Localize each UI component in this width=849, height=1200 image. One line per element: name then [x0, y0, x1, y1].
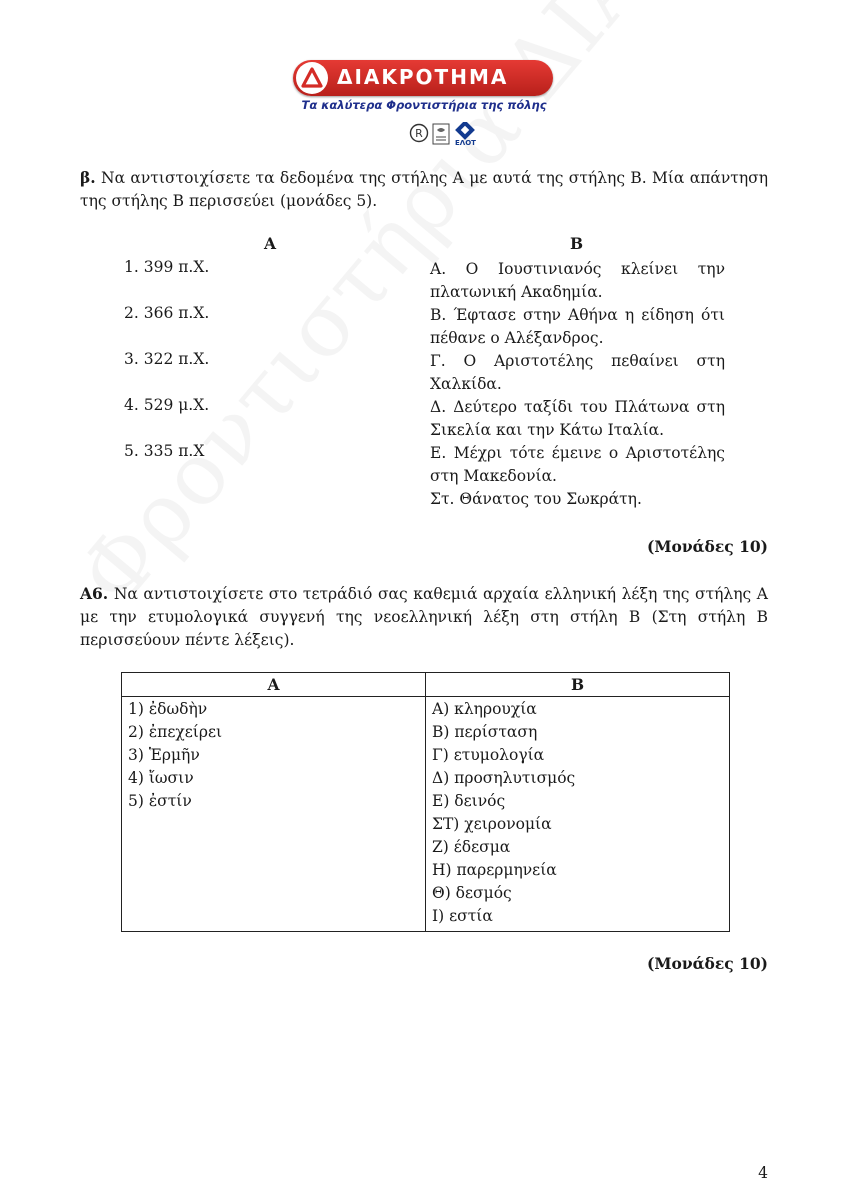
column-a-item: 1. 399 π.Χ. [124, 258, 210, 276]
modern-word: Ζ) έδεσμα [432, 838, 511, 856]
column-b-header: Β [570, 234, 584, 253]
modern-word: Β) περίσταση [432, 723, 538, 741]
table-header-b: Β [426, 673, 730, 697]
ancient-word: 2) ἐπεχείρει [128, 723, 223, 741]
column-b-line: πέθανε ο Αλέξανδρος. [430, 329, 604, 347]
column-a-item: 2. 366 π.Χ. [124, 304, 210, 322]
delta-logo-icon [296, 62, 328, 94]
column-b-item [430, 350, 725, 396]
column-a-header: Α [264, 234, 277, 253]
column-b-item [430, 488, 725, 511]
section-b-text: Να αντιστοιχίσετε τα δεδομένα της στήλης Α με αυτά της στήλης Β. Μία απάντηση της στήλης Β περισσεύει (μονάδες 5). [80, 169, 769, 210]
registered-mark-icon [409, 122, 429, 144]
logo-text: ΔΙΑΚΡΟΤΗΜΑ [337, 65, 509, 89]
brand-logo [293, 60, 553, 96]
column-b-line: Β. Έφτασε στην Αθήνα η είδηση ότι [430, 306, 725, 324]
table-header-row [122, 673, 730, 697]
modern-word: Γ) ετυμολογία [432, 746, 545, 764]
column-b-item [430, 304, 725, 350]
modern-word: Ι) εστία [432, 907, 493, 925]
column-b-line: Στ. Θάνατος του Σωκράτη. [430, 490, 642, 508]
column-b-line: Α. Ο Ιουστινιανός κλείνει την [430, 260, 725, 278]
ancient-word: 5) ἐστίν [128, 792, 192, 810]
column-b-line: Σικελία και την Κάτω Ιταλία. [430, 421, 665, 439]
section-a6-instruction [80, 582, 768, 652]
page-number: 4 [758, 1164, 768, 1182]
modern-word: Δ) προσηλυτισμός [432, 769, 576, 787]
ancient-word: 3) Ἑρμῆν [128, 746, 200, 764]
column-b-item [430, 258, 725, 304]
quality-seal-icon [431, 122, 451, 146]
section-b-instruction [80, 166, 768, 213]
column-b-line: Δ. Δεύτερο ταξίδι του Πλάτωνα στη [430, 398, 725, 416]
modern-word: Α) κληρουχία [432, 700, 537, 718]
column-b-item [430, 442, 725, 488]
column-b-line: πλατωνική Ακαδημία. [430, 283, 603, 301]
column-b-line: Γ. Ο Αριστοτέλης πεθαίνει στη [430, 352, 725, 370]
table-cell-b [426, 697, 730, 932]
section-a6-label: Α6. [80, 584, 109, 603]
elot-label: ΕΛΟΤ [455, 139, 476, 147]
points-label: (Μονάδες 10) [646, 537, 768, 556]
column-a-item: 5. 335 π.Χ [124, 442, 205, 460]
table-header-a: Α [122, 673, 426, 697]
column-b-item [430, 396, 725, 442]
elot-cert-icon [455, 122, 475, 140]
modern-word: ΣΤ) χειρονομία [432, 815, 552, 833]
ancient-word: 1) ἐδωδὴν [128, 700, 208, 718]
table-cell-a [122, 697, 426, 932]
certification-badges [409, 122, 479, 148]
section-b-label: β. [80, 168, 96, 187]
logo-tagline: Τα καλύτερα Φροντιστήρια της πόλης [301, 98, 547, 112]
modern-word: Θ) δεσμός [432, 884, 512, 902]
modern-word: Ε) δεινός [432, 792, 506, 810]
column-b-line: Χαλκίδα. [430, 375, 502, 393]
column-b-line: στη Μακεδονία. [430, 467, 557, 485]
ancient-word: 4) ἴωσιν [128, 769, 194, 787]
table-row [122, 697, 730, 932]
points-label: (Μονάδες 10) [646, 954, 768, 973]
section-a6-text: Να αντιστοιχίσετε στο τετράδιό σας καθεμιά αρχαία ελληνική λέξη της στήλης Α με την ετυμολογικά συγγενή της νεοελληνική λέξη στη στήλη Β (Στη στήλη Β περισσεύουν πέντε λέξεις). [80, 585, 768, 649]
column-a-item: 3. 322 π.Χ. [124, 350, 210, 368]
svg-text:R: R [415, 127, 423, 140]
column-a-item: 4. 529 μ.Χ. [124, 396, 210, 414]
modern-word: Η) παρερμηνεία [432, 861, 557, 879]
matching-table [121, 672, 730, 932]
column-b-line: Ε. Μέχρι τότε έμεινε ο Αριστοτέλης [430, 444, 725, 462]
